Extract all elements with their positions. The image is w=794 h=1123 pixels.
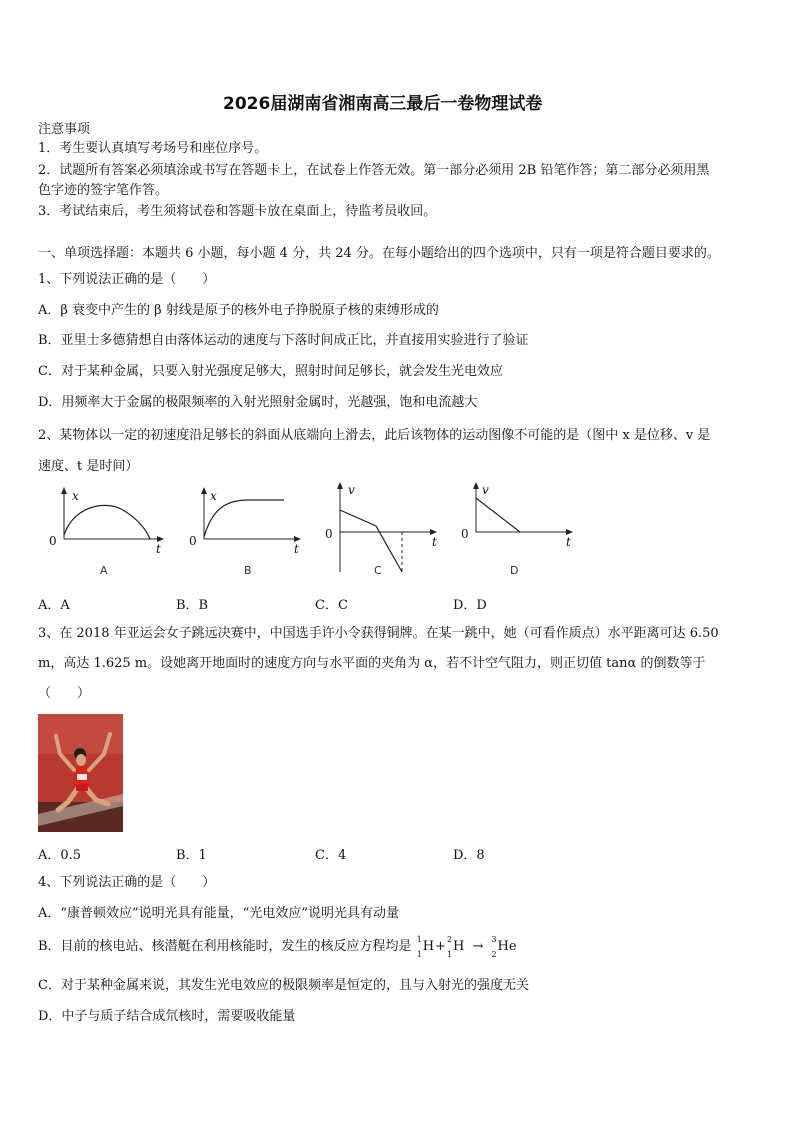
- q2-option-b: B．B: [176, 598, 209, 613]
- graph-c: [322, 480, 447, 584]
- q2-option-d: D．D: [453, 598, 487, 613]
- notice-item-1: 1．考生要认真填写考场号和座位序号。: [38, 141, 268, 156]
- q4-option-c: C．对于某种金属来说，其发生光电效应的极限频率是恒定的，且与入射光的强度无关: [38, 978, 529, 993]
- graph-a-ylabel: x: [72, 489, 79, 503]
- q3-stem-line1: 3、在 2018 年亚运会女子跳远决赛中，中国选手许小令获得铜牌。在某一跳中，她（可看作质点）水平距离可达 6.50: [38, 626, 719, 641]
- long-jump-photo: [38, 714, 123, 832]
- graph-a-caption: A: [100, 564, 108, 577]
- notice-heading: 注意事项: [38, 122, 91, 137]
- q4-option-d: D．中子与质子结合成氘核时，需要吸收能量: [38, 1009, 296, 1024]
- graph-b-origin: 0: [189, 534, 197, 548]
- graph-a-tlabel: t: [156, 542, 161, 556]
- graph-d-tlabel: t: [566, 535, 571, 549]
- graph-d-caption: D: [510, 564, 519, 577]
- q3-option-b: B．1: [176, 848, 207, 863]
- notice-item-3: 3．考试结束后，考生须将试卷和答题卡放在桌面上，待监考员收回。: [38, 204, 437, 219]
- graph-b-ylabel: x: [210, 489, 217, 503]
- q4-option-b-text: B．目前的核电站、核潜艇在利用核能时，发生的核反应方程均是: [38, 939, 412, 954]
- graph-c-origin: 0: [325, 527, 333, 541]
- q1-stem: 1、下列说法正确的是（ ）: [38, 272, 216, 287]
- q4-option-a: A．“康普顿效应”说明光具有能量，“光电效应”说明光具有动量: [38, 906, 399, 921]
- graph-c-caption: C: [374, 564, 382, 577]
- q2-stem-line1: 2、某物体以一定的初速度沿足够长的斜面从底端向上滑去，此后该物体的运动图像不可能的是（图中 x 是位移、v 是: [38, 428, 711, 443]
- q3-stem-line3: （ ）: [38, 686, 91, 701]
- q4-option-b: [38, 935, 518, 959]
- graph-c-ylabel: v: [348, 483, 355, 497]
- q2-option-a: A．A: [38, 598, 70, 613]
- graph-b-caption: B: [244, 564, 252, 577]
- graph-d-ylabel: v: [482, 483, 489, 497]
- graph-d: [458, 480, 583, 584]
- q3-stem-line2: m，高达 1.625 m。设她离开地面时的速度方向与水平面的夹角为 α，若不计空气阻力，则正切值 tanα 的倒数等于: [38, 656, 706, 671]
- graph-b: [186, 485, 311, 584]
- graph-d-origin: 0: [461, 527, 469, 541]
- page-title: 2026届湖南省湘南高三最后一卷物理试卷: [223, 94, 543, 114]
- q4-stem: 4、下列说法正确的是（ ）: [38, 875, 216, 890]
- q1-option-b: B．亚里士多德猜想自由落体运动的速度与下落时间成正比，并直接用实验进行了验证: [38, 333, 529, 348]
- q3-option-a: A．0.5: [38, 848, 82, 863]
- q2-stem-line2: 速度、t 是时间）: [38, 459, 139, 474]
- q1-option-c: C．对于某种金属，只要入射光强度足够大，照射时间足够长，就会发生光电效应: [38, 364, 503, 379]
- q1-option-a: A．β 衰变中产生的 β 射线是原子的核外电子挣脱原子核的束缚形成的: [38, 303, 439, 318]
- q1-option-d: D．用频率大于金属的极限频率的入射光照射金属时，光越强，饱和电流越大: [38, 395, 478, 410]
- notice-item-2-cont: 色字迹的签字笔作答。: [38, 183, 169, 198]
- graph-a-origin: 0: [49, 534, 57, 548]
- nuclear-equation: 1 1 H+ 2 1 H → 3 2 He: [416, 935, 517, 959]
- q3-option-c: C．4: [315, 848, 347, 863]
- q2-option-c: C．C: [315, 598, 348, 613]
- graph-a: [46, 485, 171, 584]
- graph-c-tlabel: t: [432, 535, 437, 549]
- section-heading: 一、单项选择题：本题共 6 小题，每小题 4 分，共 24 分。在每小题给出的四个选项中，只有一项是符合题目要求的。: [38, 246, 720, 261]
- notice-item-2: 2．试题所有答案必须填涂或书写在答题卡上，在试卷上作答无效。第一部分必须用 2B 铅笔作答；第二部分必须用黑: [38, 163, 710, 178]
- graph-b-tlabel: t: [294, 542, 299, 556]
- q3-option-d: D．8: [453, 848, 485, 863]
